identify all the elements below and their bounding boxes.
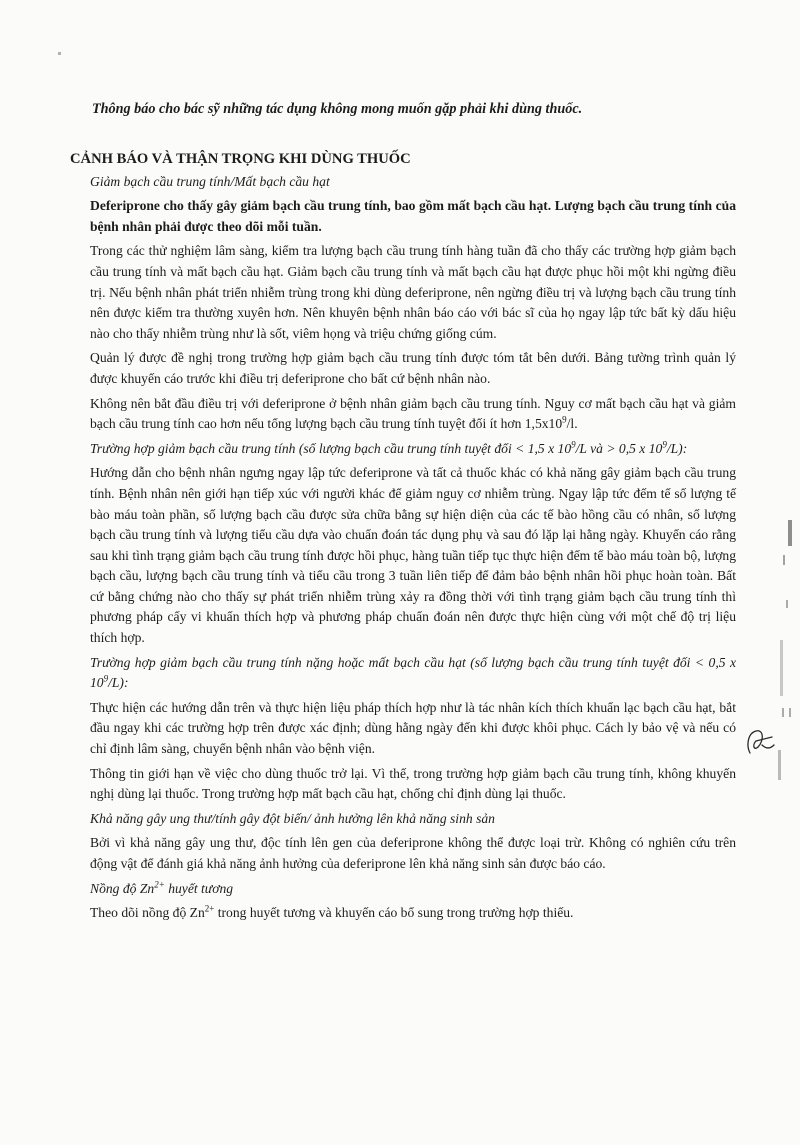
bold-warning: Deferiprone cho thấy gây giảm bạch cầu trung tính, bao gồm mất bạch cầu hạt. Lượng bạch cầu trung tính của bệnh nhân phải được theo dõi mỗi tuần. (90, 198, 736, 234)
scan-mark (780, 640, 783, 696)
paragraph-rechallenge: Thông tin giới hạn về việc cho dùng thuốc trở lại. Vì thế, trong trường hợp giảm bạch cầu trung tính, không khuyến nghị dùng lại thuốc. Trong trường hợp mất bạch cầu hạt, chống chỉ định dùng lại thuốc. (90, 765, 736, 802)
subheading-neutropenia: Giảm bạch cầu trung tính/Mất bạch cầu hạt (90, 173, 330, 189)
warnings-section (70, 149, 736, 928)
handwritten-signature (742, 715, 782, 765)
intro-note: Thông báo cho bác sỹ những tác dụng không mong muốn gặp phải khi dùng thuốc. (92, 101, 583, 117)
subheading-carcinogenicity: Khả năng gây ung thư/tính gây đột biến/ ảnh hưởng lên khả năng sinh sản (90, 810, 495, 826)
subheading-zinc: Nồng độ $Zn^{2+}$ huyết tương (90, 879, 234, 896)
scan-mark (789, 708, 791, 717)
paragraph-neutropenia-guidance: Hướng dẫn cho bệnh nhân ngưng ngay lập tức deferiprone và tất cả thuốc khác có khả năng gây giảm bạch cầu trung tính. Bệnh nhân nên giới hạn tiếp xúc với người khác để giảm nguy cơ nhiễm trùng. Ngay lập tức đếm tế số lượng tế bào máu toàn phần, số lượng bạch cầu được sửa chữa bằng sự hiện diện của các tế bào hồng cầu có nhân, số lượng bạch cầu trung tính và lượng tiểu cầu dựa vào chuẩn đoán tác dụng phụ và sau đó lặp lại hằng ngày. Khuyến cáo rằng sau khi tình trạng giảm bạch cầu trung tính được hồi phục, hàng tuần tiếp tục thực hiện đếm tế bào máu toàn bộ, lượng bạch cầu, lượng bạch cầu trung tính và tiểu cầu trong 3 tuần liên tiếp để đảm bảo bệnh nhân hồi phục hoàn toàn. Bất cứ bằng chứng nào cho thấy sự phát triển nhiễm trùng xảy ra đồng thời với tình trạng giảm bạch cầu trung tính thì phương pháp cấy vi khuẩn thích hợp và phương pháp chuẩn đoán nên được thực hiện cùng với một chế độ trị liệu thích hợp. (90, 465, 736, 646)
scan-mark (782, 708, 784, 717)
paragraph-initiation: Không nên bắt đầu điều trị với deferiprone ở bệnh nhân giảm bạch cầu trung tính. Nguy cơ mất bạch cầu hạt và giảm bạch cầu trung tính cao hơn nếu tổng lượng bạch cầu trung tính tuyệt đối ít hơn $1,5x10^9/l$. (90, 395, 736, 432)
scan-mark (788, 520, 792, 546)
paragraph-clinical-trials: Trong các thử nghiệm lâm sàng, kiểm tra lượng bạch cầu trung tính hàng tuần đã cho thấy các trường hợp giảm bạch cầu trung tính và mất bạch cầu hạt. Giảm bạch cầu trung tính và mất bạch cầu hạt được phục hồi một khi ngừng điều trị. Nếu bệnh nhân phát triển nhiễm trùng trong khi dùng deferiprone, nên ngừng điều trị và lượng bạch cầu trung tính nên được kiểm tra thường xuyên hơn. Nên khuyên bệnh nhân báo cáo với bác sĩ của họ ngay lập tức bất kỳ dấu hiệu nào cho thấy nhiễm trùng như là sốt, viêm họng và triệu chứng giống cúm. (90, 243, 736, 341)
scan-mark (58, 52, 61, 55)
scan-mark (783, 555, 785, 565)
paragraph-zinc: Theo dõi nồng độ $Zn^{2+}$ trong huyết tương và khuyến cáo bổ sung trong trường hợp thiếu. (90, 903, 574, 921)
scan-mark (786, 600, 788, 608)
paragraph-carcinogenicity: Bởi vì khả năng gây ung thư, độc tính lên gen của deferiprone không thể được loại trừ. Không có nghiên cứu trên động vật để đánh giá khả năng ảnh hưởng của deferiprone lên khả năng sinh sản được báo cáo. (90, 835, 736, 871)
subheading-neutropenia-range: Trường hợp giảm bạch cầu trung tính (số lượng bạch cầu trung tính tuyệt đối < 1,5 x $10^9/L$ và > 0,5 x $10^9/L$): (90, 439, 688, 456)
section-heading: CẢNH BÁO VÀ THẬN TRỌNG KHI DÙNG THUỐC (70, 151, 411, 167)
paragraph-management: Quản lý được đề nghị trong trường hợp giảm bạch cầu trung tính được tóm tắt bên dưới. Bảng tường trình quản lý được khuyến cáo trước khi điều trị deferiprone cho bất cứ bệnh nhân nào. (90, 350, 736, 386)
paragraph-severe-guidance: Thực hiện các hướng dẫn trên và thực hiện liệu pháp thích hợp như là tác nhân kích thích khuẩn lạc bạch cầu hạt, bắt đầu ngay khi các trường hợp trên được xác định; dùng hằng ngày đến khi được khôi phục. Cách ly bảo vệ và nếu có chỉ định lâm sàng, chuyển bệnh nhân vào bệnh viện. (90, 699, 736, 757)
subheading-severe-neutropenia: Trường hợp giảm bạch cầu trung tính nặng hoặc mất bạch cầu hạt (số lượng bạch cầu trung tính tuyệt đối < 0,5 x $10^9/L$): (90, 654, 736, 691)
